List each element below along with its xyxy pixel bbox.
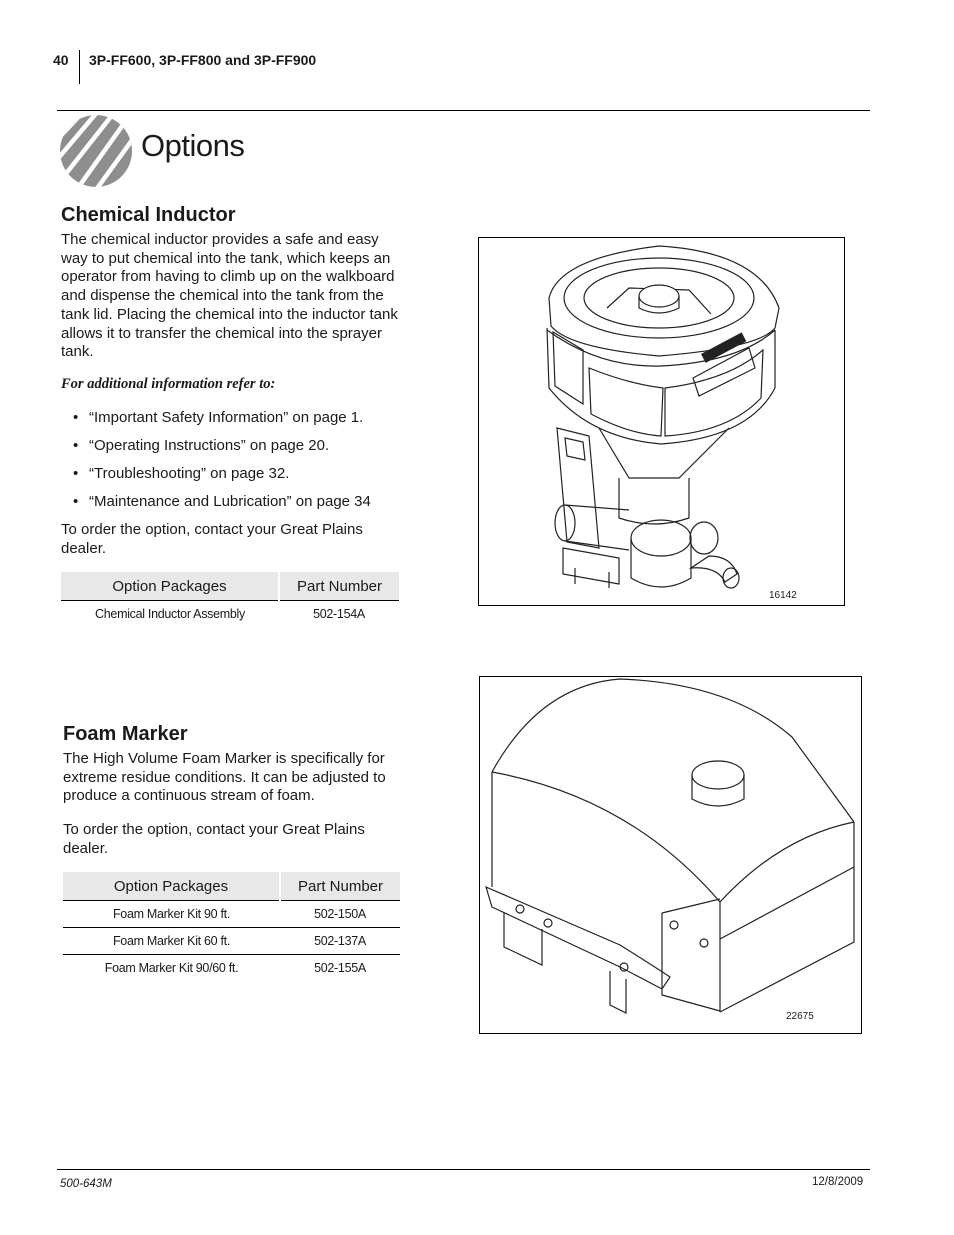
chemical-inductor-heading: Chemical Inductor	[61, 204, 236, 226]
reference-label: For additional information refer to:	[61, 376, 276, 392]
section-title: Options	[141, 128, 245, 163]
figure-number: 22675	[786, 1011, 814, 1022]
reference-link[interactable]: “Maintenance and Lubrication” on page 34	[89, 493, 371, 510]
reference-list	[61, 409, 371, 521]
chemical-inductor-description: The chemical inductor provides a safe and easy way to put chemical into the tank, which keeps an operator from having to climb up on the walkboard and dispense the chemical into the tank from the tank lid. Placing the chemical into the inductor tank allows it to transfer the chemical into the sprayer tank.	[61, 231, 398, 361]
document-number: 500-643M	[60, 1178, 112, 1190]
table-header-row	[63, 872, 400, 901]
table-row	[61, 601, 399, 628]
table-header-row	[61, 572, 399, 601]
document-date: 12/8/2009	[812, 1176, 864, 1188]
foam-marker-order-text: To order the option, contact your Great Plains dealer.	[63, 821, 365, 857]
column-header-option-packages: Option Packages	[61, 572, 279, 601]
option-package-cell: Chemical Inductor Assembly	[95, 607, 245, 621]
table-row	[63, 955, 400, 982]
option-package-cell: Foam Marker Kit 90/60 ft.	[104, 961, 239, 975]
chemical-inductor-figure	[478, 237, 845, 606]
table-row	[63, 901, 400, 928]
great-plains-logo-icon	[59, 114, 133, 188]
part-number-cell: 502-155A	[314, 961, 366, 975]
reference-item: • “Maintenance and Lubrication” on page 34	[73, 493, 371, 510]
reference-item: • “Operating Instructions” on page 20.	[73, 437, 330, 454]
footer-rule	[57, 1169, 870, 1170]
chemical-inductor-drawing-icon	[479, 238, 843, 604]
chemical-inductor-order-text: To order the option, contact your Great Plains dealer.	[61, 521, 363, 557]
figure-number: 16142	[769, 590, 797, 601]
reference-item: • “Troubleshooting” on page 32.	[73, 465, 290, 482]
column-header-part-number: Part Number	[280, 872, 400, 901]
option-package-cell: Foam Marker Kit 60 ft.	[63, 928, 280, 955]
part-number-cell: 502-154A	[313, 607, 365, 621]
header-separator	[79, 50, 80, 84]
document-title: 3P-FF600, 3P-FF800 and 3P-FF900	[89, 52, 317, 68]
part-number-cell: 502-150A	[280, 901, 400, 928]
foam-marker-options-table	[63, 872, 400, 981]
foam-marker-figure	[479, 676, 862, 1034]
column-header-option-packages: Option Packages	[63, 872, 280, 901]
reference-link[interactable]: “Troubleshooting” on page 32.	[89, 465, 290, 482]
option-package-cell: Foam Marker Kit 90 ft.	[63, 901, 280, 928]
reference-item: • “Important Safety Information” on page 1.	[73, 409, 364, 426]
header-rule	[57, 110, 870, 111]
table-row	[63, 928, 400, 955]
foam-marker-heading: Foam Marker	[63, 723, 188, 745]
foam-marker-description: The High Volume Foam Marker is specifically for extreme residue conditions. It can be adjusted to produce a continuous stream of foam.	[63, 750, 386, 805]
page-number: 40	[53, 52, 69, 68]
foam-marker-drawing-icon	[480, 677, 860, 1032]
chemical-inductor-options-table	[61, 572, 399, 627]
reference-link[interactable]: “Important Safety Information” on page 1.	[89, 409, 364, 426]
column-header-part-number: Part Number	[279, 572, 399, 601]
reference-link[interactable]: “Operating Instructions” on page 20.	[89, 437, 330, 454]
part-number-cell: 502-137A	[280, 928, 400, 955]
